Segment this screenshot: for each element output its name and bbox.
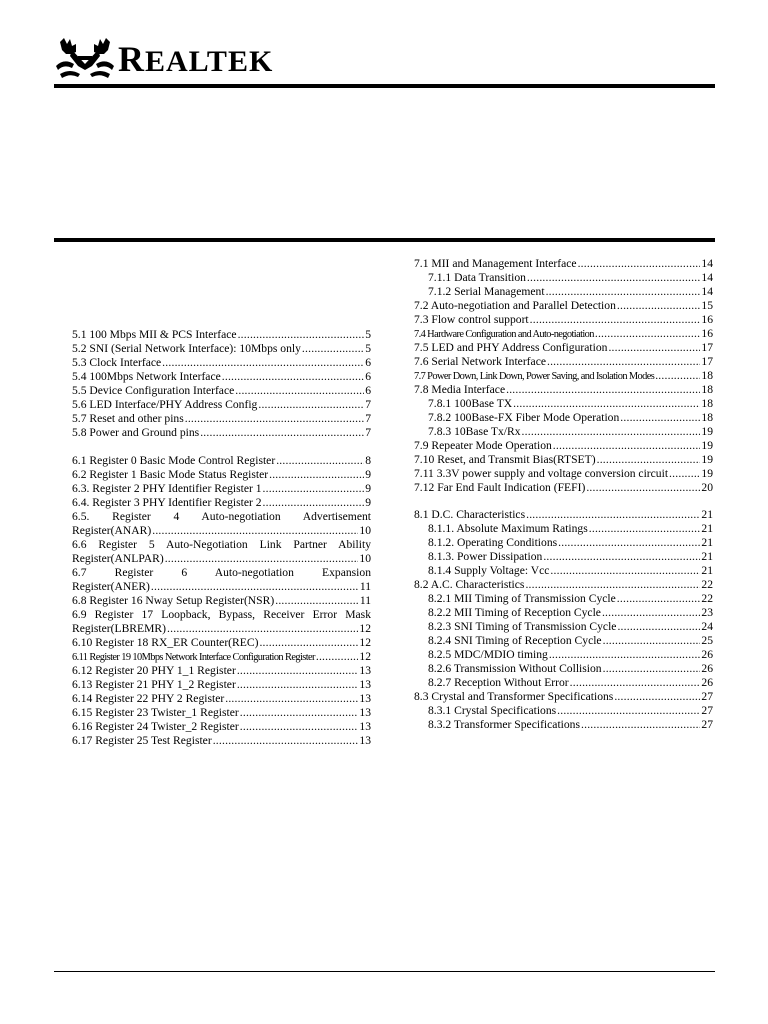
toc-entry: 7.10 Reset, and Transmit Bias(RTSET) ..... 19 (414, 453, 713, 467)
toc-entry: 8.1.4 Supply Voltage: Vcc ..... 21 (428, 564, 713, 578)
toc-entry: 5.2 SNI (Serial Network Interface): 10Mbps only ..... 5 (72, 342, 371, 356)
toc-entry: 6.14 Register 22 PHY 2 Register ..... 13 (72, 692, 371, 706)
toc-entry: 8.2.7 Reception Without Error ..... 26 (428, 676, 713, 690)
toc-entry: 6.3. Register 2 PHY Identifier Register 1 ..... 9 (72, 482, 371, 496)
toc-entry: 6.1 Register 0 Basic Mode Control Register ..... 8 (72, 454, 371, 468)
toc-entry: 6.11 Register 19 10Mbps Network Interface Configuration Register ..... 12 (72, 650, 371, 664)
toc-entry-wrapped: 6.6 Register 5 Auto-Negotiation Link Partner Ability (72, 538, 371, 551)
toc-entry: 7.8.1 100Base TX ..... 18 (428, 397, 713, 411)
toc-entry: 7.6 Serial Network Interface ..... 17 (414, 355, 713, 369)
section-rule (54, 238, 715, 242)
toc-entry: 7.2 Auto-negotiation and Parallel Detection ..... 15 (414, 299, 713, 313)
toc-entry-wrapped: 6.9 Register 17 Loopback, Bypass, Receiver Error Mask (72, 608, 371, 621)
toc-entry: 5.6 LED Interface/PHY Address Config ..... 7 (72, 398, 371, 412)
toc-entry: 6.10 Register 18 RX_ER Counter(REC) ..... 12 (72, 636, 371, 650)
toc-entry: 8.2.5 MDC/MDIO timing ..... 26 (428, 648, 713, 662)
toc-entry: 5.5 Device Configuration Interface ..... 6 (72, 384, 371, 398)
toc-entry: 8.3 Crystal and Transformer Specifications ..... 27 (414, 690, 713, 704)
brand-initial: R (118, 39, 145, 79)
toc-entry: 6.4. Register 3 PHY Identifier Register 2 ..... 9 (72, 496, 371, 510)
toc-entry: 8.1 D.C. Characteristics ..... 21 (414, 508, 713, 522)
toc-entry: 7.1.1 Data Transition ..... 14 (428, 271, 713, 285)
brand-name (118, 41, 273, 80)
toc-entry: 7.7 Power Down, Link Down, Power Saving, and Isolation Modes ..... 18 (414, 369, 713, 383)
toc-entry: 7.1 MII and Management Interface ..... 14 (414, 257, 713, 271)
toc-entry: 8.3.2 Transformer Specifications ..... 27 (428, 718, 713, 732)
toc-entry: 8.2 A.C. Characteristics ..... 22 (414, 578, 713, 592)
toc-entry: 6.13 Register 21 PHY 1_2 Register ..... 13 (72, 678, 371, 692)
toc-entry: 8.2.2 MII Timing of Reception Cycle ..... 23 (428, 606, 713, 620)
toc-entry: Register(ANLPAR) ..... 10 (72, 552, 371, 566)
toc-entry-wrapped: 6.7 Register 6 Auto-negotiation Expansion (72, 566, 371, 579)
toc-entry: 7.8 Media Interface ..... 18 (414, 383, 713, 397)
toc-entry: 7.1.2 Serial Management ..... 14 (428, 285, 713, 299)
toc-entry: 8.2.1 MII Timing of Transmission Cycle ..... 22 (428, 592, 713, 606)
toc-entry: 6.12 Register 20 PHY 1_1 Register ..... 13 (72, 664, 371, 678)
toc-entry: 6.16 Register 24 Twister_2 Register ..... 13 (72, 720, 371, 734)
toc-entry: 8.2.6 Transmission Without Collision ..... 26 (428, 662, 713, 676)
toc-entry: 8.2.4 SNI Timing of Reception Cycle ..... 25 (428, 634, 713, 648)
toc-entry: 6.8 Register 16 Nway Setup Register(NSR) ..... 11 (72, 594, 371, 608)
toc-entry: 6.15 Register 23 Twister_1 Register ..... 13 (72, 706, 371, 720)
toc-entry: 8.2.3 SNI Timing of Transmission Cycle ..... 24 (428, 620, 713, 634)
toc-entry: 5.7 Reset and other pins ..... 7 (72, 412, 371, 426)
toc-entry: 7.8.2 100Base-FX Fiber Mode Operation ..... 18 (428, 411, 713, 425)
toc-entry: Register(ANAR) ..... 10 (72, 524, 371, 538)
toc-entry: 5.8 Power and Ground pins ..... 7 (72, 426, 371, 440)
crab-emblem-icon (54, 36, 116, 80)
toc-entry: Register(LBREMR) ..... 12 (72, 622, 371, 636)
toc-entry: 7.9 Repeater Mode Operation ..... 19 (414, 439, 713, 453)
toc-entry: 7.12 Far End Fault Indication (FEFI) ..... 20 (414, 481, 713, 495)
header-rule (54, 84, 715, 88)
toc-entry: 7.3 Flow control support ..... 16 (414, 313, 713, 327)
toc-entry: 5.3 Clock Interface ..... 6 (72, 356, 371, 370)
footer-rule (54, 971, 715, 972)
toc-entry: 7.4 Hardware Configuration and Auto-negotiation ..... 16 (414, 327, 713, 341)
toc-entry: 8.1.3. Power Dissipation ..... 21 (428, 550, 713, 564)
toc-entry: 8.3.1 Crystal Specifications ..... 27 (428, 704, 713, 718)
toc-entry: 6.2 Register 1 Basic Mode Status Register ..... 9 (72, 468, 371, 482)
toc-entry: 5.4 100Mbps Network Interface ..... 6 (72, 370, 371, 384)
toc-entry: 7.5 LED and PHY Address Configuration ..... 17 (414, 341, 713, 355)
toc-entry: 6.17 Register 25 Test Register ..... 13 (72, 734, 371, 748)
toc-entry: Register(ANER) ..... 11 (72, 580, 371, 594)
toc-entry: 5.1 100 Mbps MII & PCS Interface ..... 5 (72, 328, 371, 342)
toc-entry: 8.1.2. Operating Conditions ..... 21 (428, 536, 713, 550)
toc-entry: 7.8.3 10Base Tx/Rx ..... 19 (428, 425, 713, 439)
toc-entry: 7.11 3.3V power supply and voltage conversion circuit ..... 19 (414, 467, 713, 481)
toc-entry: 8.1.1. Absolute Maximum Ratings ..... 21 (428, 522, 713, 536)
toc-entry-wrapped: 6.5. Register 4 Auto-negotiation Advertisement (72, 510, 371, 523)
brand-rest: EALTEK (145, 45, 274, 78)
